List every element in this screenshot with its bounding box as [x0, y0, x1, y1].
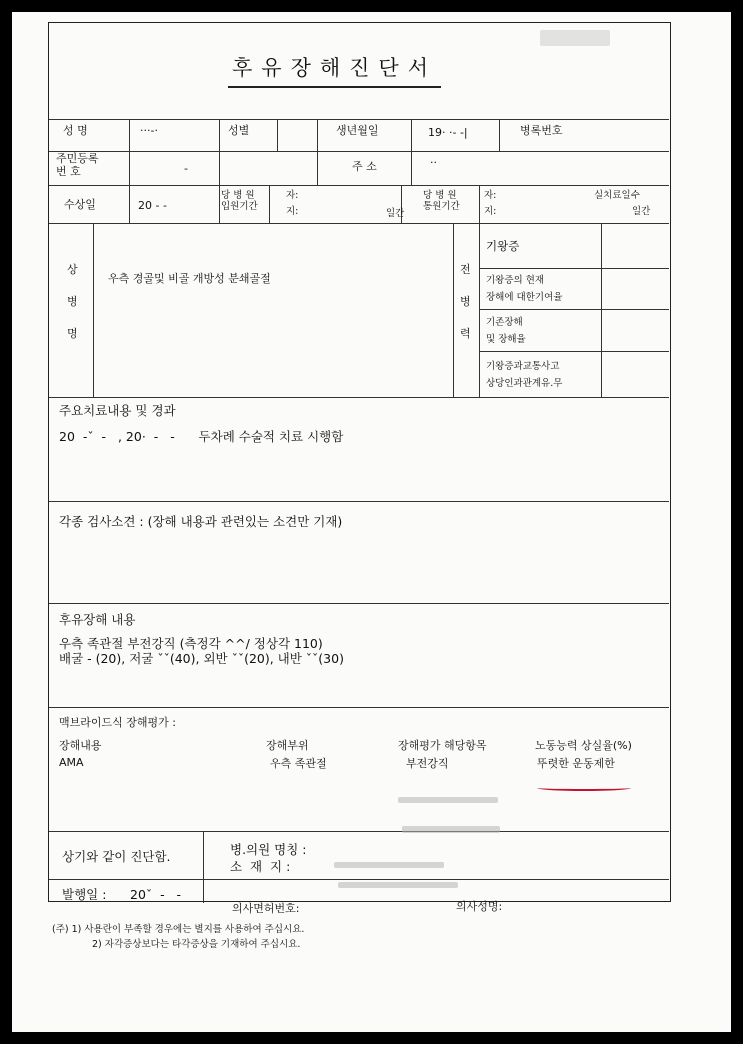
mcbride-value-content: AMA: [59, 756, 84, 769]
treatment-text: 20 -ˇ - , 20· - - 두차례 수술적 치료 시행함: [59, 429, 344, 444]
doctor-name-label: 의사성명:: [456, 900, 503, 913]
dob-value: 19· ·- -|: [428, 126, 468, 139]
redaction-mark: [398, 797, 498, 803]
diagnosis-label: 상 병 명: [67, 263, 78, 340]
name-label: 성 명: [63, 124, 88, 137]
note-2: 2) 자각증상보다는 타각증상을 기재하여 주십시요.: [92, 939, 301, 950]
redaction-mark: [540, 30, 610, 46]
hospitalization-label: 당 병 원 입원기간: [221, 190, 258, 212]
disability-label: 후유장해 내용: [59, 612, 136, 627]
address-value: ··: [430, 156, 437, 169]
resident-id-label: 주민등록 번 호: [56, 152, 99, 178]
name-value: ···-·: [140, 124, 158, 137]
redaction-mark: [338, 882, 458, 888]
medical-history-label: 전 병 력: [460, 263, 471, 340]
resident-id-value: -: [184, 162, 188, 175]
note-1: (주) 1) 사용란이 부족할 경우에는 별지를 사용하여 주십시요.: [52, 924, 305, 935]
mcbride-label: 맥브라이드식 장해평가 :: [59, 716, 176, 729]
diagnosis-form: [48, 22, 671, 902]
dob-label: 생년월일: [336, 124, 379, 137]
actual-treatment-days-unit: 일간: [632, 206, 651, 217]
history-item-existing-disability: 기존장해 및 장해율: [486, 317, 526, 345]
diagnosis-text: 우측 경골및 비골 개방성 분쇄골절: [108, 272, 271, 285]
outpatient-label: 당 병 원 통원기간: [423, 190, 460, 212]
injury-date-value: 20 - -: [138, 199, 167, 212]
redaction-mark: [402, 826, 500, 833]
redaction-mark: [334, 862, 444, 868]
history-item-causal-relation: 기왕증과교통사고 상당인과관계유.무: [486, 361, 563, 389]
mcbride-col-item: 장해평가 해당항목: [398, 739, 487, 752]
sex-label: 성별: [228, 124, 250, 137]
injury-date-label: 수상일: [64, 198, 96, 211]
mcbride-value-site: 우측 족관절: [270, 757, 327, 770]
actual-treatment-days-label: 실치료일수: [594, 190, 640, 201]
location-label: 소 재 지 :: [230, 859, 291, 874]
disability-line-2: 배굴 - (20), 저굴 ˇˇ(40), 외반 ˇˇ(20), 내반 ˇˇ(30): [59, 651, 344, 666]
mcbride-value-loss-rate: 뚜렷한 운동제한: [537, 757, 615, 770]
history-item-contribution: 기왕증의 현재 장해에 대한기여율: [486, 275, 563, 303]
red-pen-underline: [537, 785, 631, 791]
tests-label: 각종 검사소견 : (장해 내용과 관련있는 소견만 기재): [59, 514, 343, 529]
mcbride-col-site: 장해부위: [266, 739, 309, 752]
diagnosis-statement: 상기와 같이 진단함.: [62, 849, 171, 864]
hospital-name-label: 병.의원 명칭 :: [230, 842, 307, 857]
document-title: 후유장해진단서: [228, 52, 441, 88]
mcbride-value-item: 부전강직: [406, 757, 449, 770]
disability-line-1: 우측 족관절 부전강직 (측정각 ^^/ 정상각 110): [59, 636, 323, 651]
issue-date-value: 20ˇ - -: [130, 887, 182, 902]
outpatient-from: 자:: [484, 190, 497, 201]
form-notes: [52, 922, 304, 952]
outpatient-to: 지:: [484, 206, 497, 217]
treatment-label: 주요치료내용 및 경과: [59, 403, 176, 418]
history-item-preexisting: 기왕증: [486, 239, 520, 253]
hospitalization-from: 자:: [286, 190, 299, 201]
record-number-label: 병록번호: [520, 124, 563, 137]
license-number-label: 의사면허번호:: [232, 902, 300, 915]
hospitalization-days: 일간: [386, 208, 405, 219]
hospitalization-to: 지:: [286, 206, 299, 217]
mcbride-col-content: 장해내용: [59, 739, 102, 752]
address-label: 주 소: [352, 160, 377, 173]
issue-date-label: 발행일 :: [62, 887, 107, 902]
mcbride-col-loss-rate: 노동능력 상실율(%): [535, 739, 632, 752]
